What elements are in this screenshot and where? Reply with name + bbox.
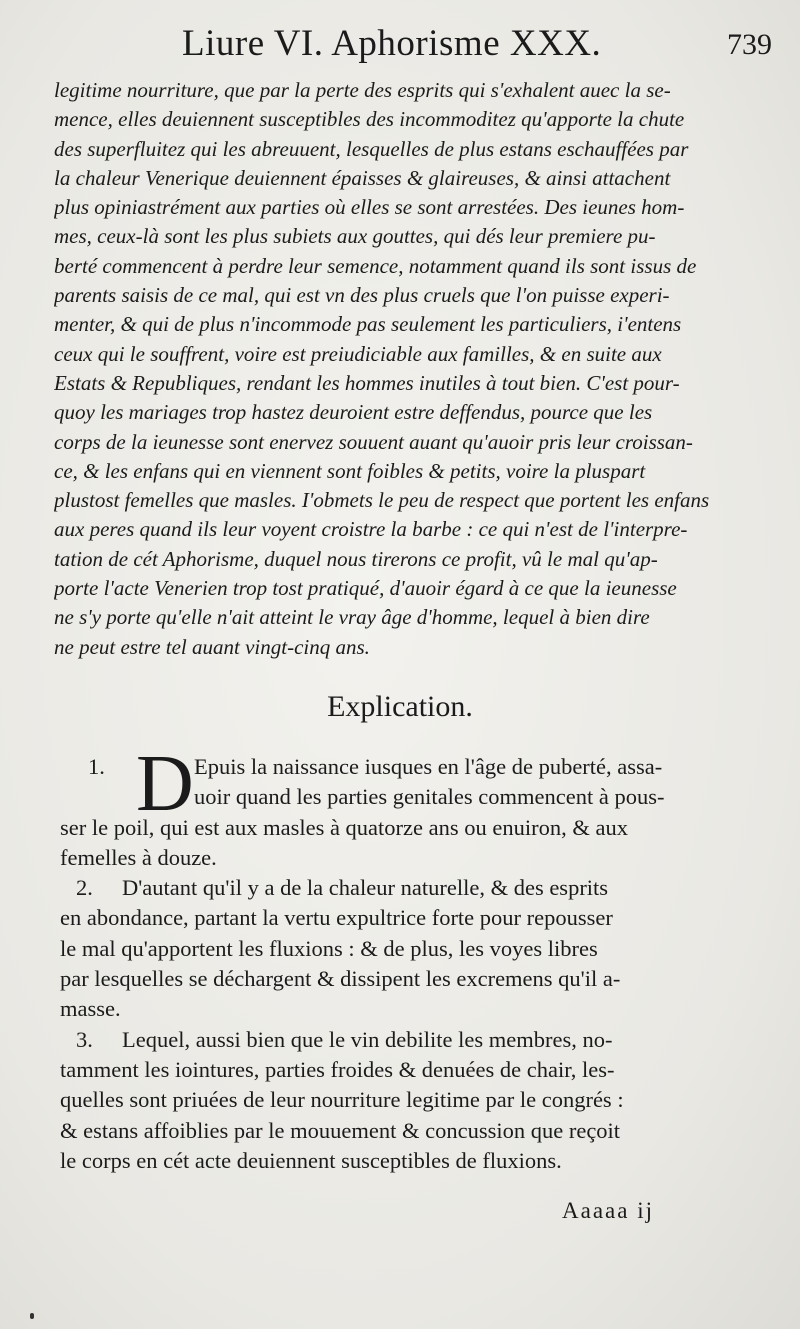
aphorism-line: plustost femelles que masles. I'obmets le peu de respect que portent les enfans [54, 488, 710, 513]
aphorism-line: legitime nourriture, que par la perte des esprits qui s'exhalent auec la se- [54, 78, 671, 102]
aphorism-line: corps de la ieunesse sont enervez souuent auant qu'auoir pris leur croissan- [54, 429, 693, 454]
explication-item-2 [60, 873, 772, 903]
item-line: Epuis la naissance iusques en l'âge de puberté, assa- [194, 754, 663, 779]
item-number: 2. [76, 875, 93, 901]
aphorism-line: menter, & qui de plus n'incommode pas seulement les particuliers, i'entens [54, 312, 682, 337]
item-line: le mal qu'apportent les fluxions : & de plus, les voyes libres [60, 935, 598, 961]
page-number: 739 [727, 28, 772, 61]
item-line: ser le poil, qui est aux masles à quatorze ans ou enuiron, & aux [60, 814, 628, 840]
item-line: par lesquelles se déchargent & dissipent les excremens qu'il a- [60, 966, 621, 992]
item-line: D'autant qu'il y a de la chaleur naturelle, & des esprits [122, 875, 609, 901]
item-line: masse. [60, 996, 121, 1022]
item-line: femelles à douze. [60, 844, 217, 870]
item-number: 1. [88, 754, 105, 779]
item-line: Lequel, aussi bien que le vin debilite les membres, no- [122, 1026, 613, 1052]
item-line: en abondance, partant la vertu expultrice forte pour repousser [60, 905, 613, 931]
item-line: le corps en cét acte deuiennent susceptibles de fluxions. [60, 1147, 562, 1173]
aphorism-line: la chaleur Venerique deuiennent épaisses & glaireuses, & ainsi attachent [54, 165, 671, 190]
drop-cap: D [136, 740, 194, 828]
explication-text [60, 740, 772, 1176]
item-line: tamment les iointures, parties froides & denuées de chair, les- [60, 1056, 615, 1082]
aphorism-line: ceux qui le souffrent, voire est preiudiciable aux familles, & en suite aux [54, 341, 662, 366]
aphorism-line: berté commencent à perdre leur semence, notamment quand ils sont issus de [54, 253, 697, 278]
section-heading: Explication. [327, 690, 473, 723]
running-title: Liure VI. Aphorisme XXX. [182, 23, 602, 64]
item-line: & estans affoiblies par le mouuement & concussion que reçoit [60, 1117, 621, 1143]
aphorism-line: quoy les mariages trop hastez deuroient estre deffendus, pource que les [54, 400, 653, 425]
aphorism-line: des superfluitez qui les abreuuent, lesquelles de plus estans eschauffées par [54, 136, 689, 161]
aphorism-line: mence, elles deuiennent susceptibles des incommoditez qu'apporte la chute [54, 107, 685, 132]
item-line: quelles sont priuées de leur nourriture legitime par le congrés : [60, 1087, 624, 1113]
signature-mark: Aaaaa ij [562, 1198, 654, 1223]
aphorism-line: ce, & les enfans qui en viennent sont foibles & petits, voire la pluspart [54, 458, 646, 483]
aphorism-line: ne peut estre tel auant vingt-cinq ans. [54, 634, 370, 659]
aphorism-line: parents saisis de ce mal, qui est vn des plus cruels que l'on puisse experi- [54, 283, 670, 308]
aphorism-line: Estats & Republiques, rendant les hommes inutiles à tout bien. C'est pour- [54, 370, 680, 395]
ink-speck [30, 1313, 34, 1319]
explication-item-3 [60, 1025, 772, 1055]
aphorism-text [54, 76, 768, 662]
aphorism-line: plus opiniastrément aux parties où elles se sont arrestées. Des ieunes hom- [54, 195, 685, 220]
page-header [0, 22, 800, 72]
item-line: uoir quand les parties genitales commencent à pous- [194, 784, 665, 810]
item-number: 3. [76, 1026, 93, 1052]
aphorism-line: porte l'acte Venerien trop tost pratiqué, d'auoir égard à ce que la ieunesse [54, 576, 677, 601]
aphorism-line: mes, ceux-là sont les plus subiets aux gouttes, qui dés leur premiere pu- [54, 224, 656, 249]
aphorism-line: aux peres quand ils leur voyent croistre la barbe : ce qui n'est de l'interpre- [54, 517, 688, 542]
aphorism-line: ne s'y porte qu'elle n'ait atteint le vray âge d'homme, lequel à bien dire [54, 605, 650, 630]
aphorism-line: tation de cét Aphorisme, duquel nous tirerons ce profit, vû le mal qu'ap- [54, 546, 658, 571]
